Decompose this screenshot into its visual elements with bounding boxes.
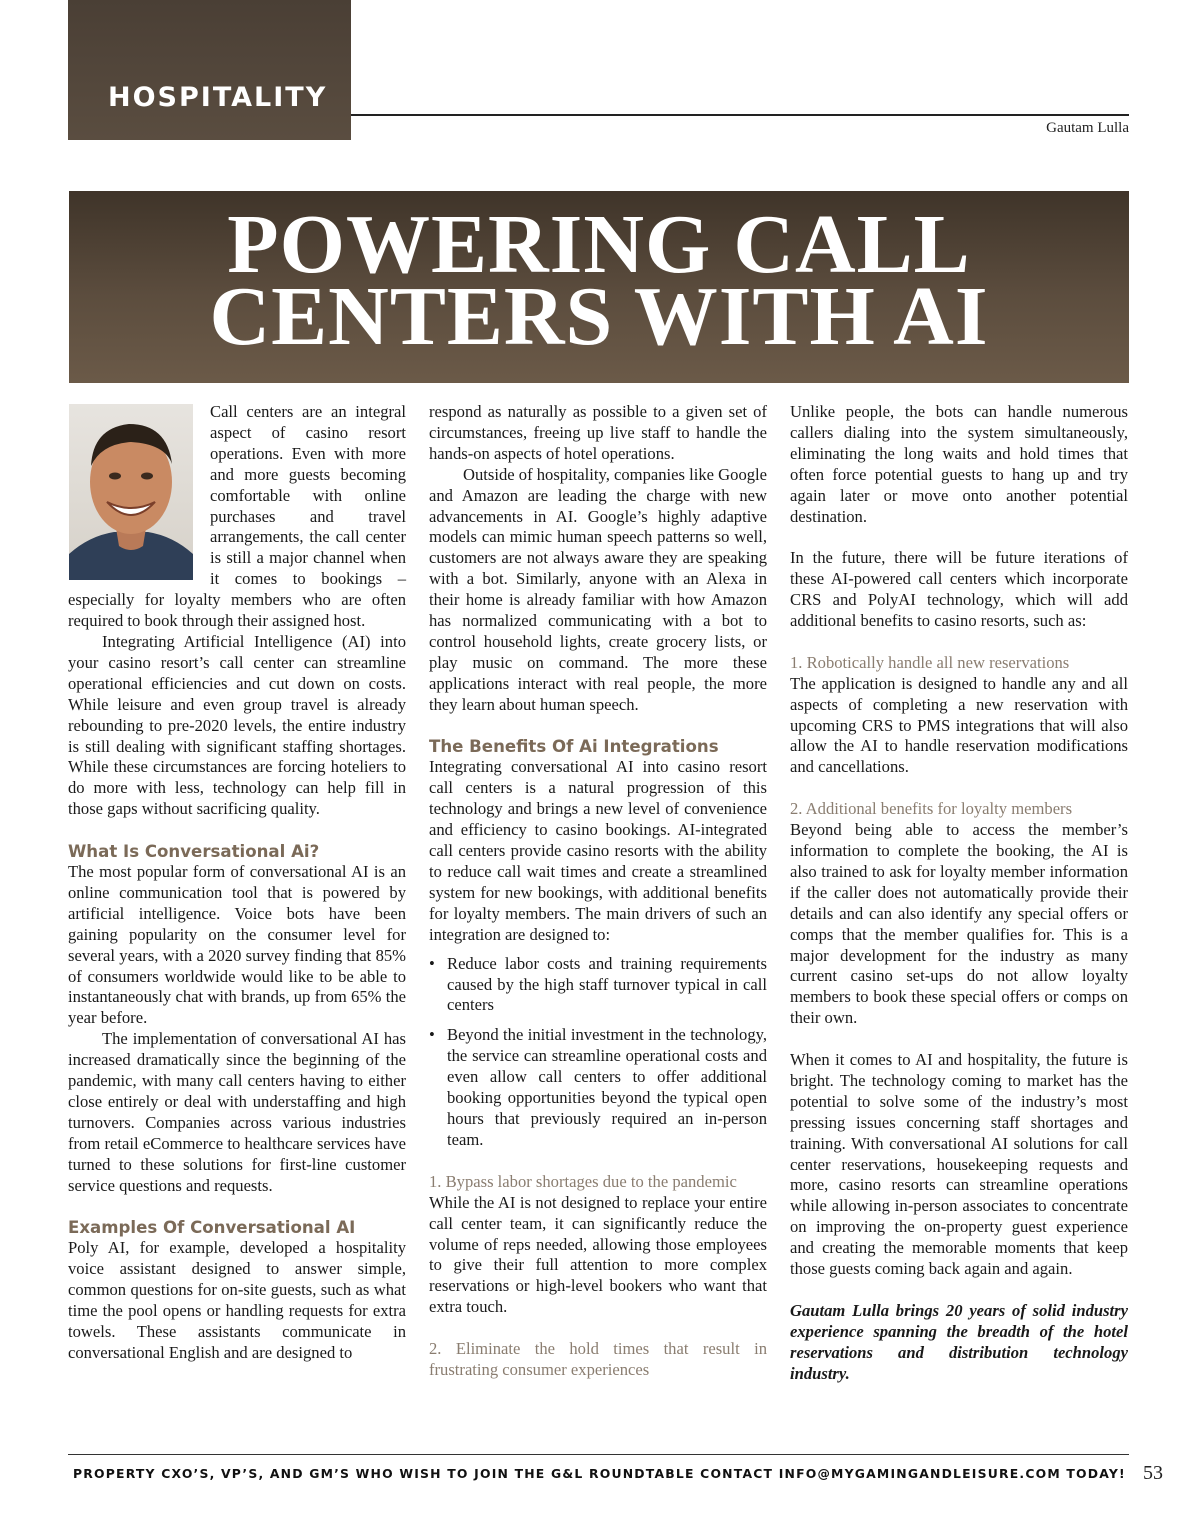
page-number: 53 [1143,1462,1163,1484]
numbered-subhead-2: 2. Additional benefits for loyalty members [790,799,1073,819]
drivers-list [429,954,767,1151]
body-paragraph: Unlike people, the bots can handle numerous callers dialing into the system simultaneously, eliminating the long waits and hold times that often force potential guests to hang up and try again later or move onto another potential destination. [790,402,1128,526]
body-paragraph: Integrating Artificial Intelligence (AI) into your casino resort’s call center can streamline operational efficiencies and cut down on costs. While leisure and even group travel is already rebounding to pre-2020 levels, the entire industry is still dealing with significant staffing shortages. While these circumstances are forcing hoteliers to do more with less, technology can help fill in those gaps without sacrificing quality. [68,631,406,819]
body-paragraph: Poly AI, for example, developed a hospitality voice assistant designed to answer simple, common questions for on-site guests, such as what time the pool opens or handling requests for extra towels. These assistants communicate in conversational English and are designed to [68,1238,406,1362]
column-3 [790,402,1128,1385]
section-label: HOSPITALITY [108,82,328,113]
title-line-1: POWERING CALL [227,198,971,291]
list-item: • Reduce labor costs and training requirements caused by the high staff turnover typical in call centers [429,954,767,1017]
author-bio: Gautam Lulla brings 20 years of solid industry experience spanning the breadth of the hotel reservations and distribution technology industry. [790,1300,1128,1383]
body-paragraph: In the future, there will be future iterations of these AI-powered call centers which incorporate CRS and PolyAI technology, which will add additional benefits to casino resorts, such as: [790,548,1128,631]
title-line-2: CENTERS WITH AI [209,270,989,363]
intro-paragraph: Call centers are an integral aspect of casino resort operations. Even with more and more guests becoming comfortable with online purchases and travel arrangements, the call center is still a major channel when it comes to bookings – especially for loyalty members who are often required to book through their assigned host. [68,402,406,631]
subheading-benefits: The Benefits Of Ai Integrations [429,737,719,757]
numbered-subhead-2: 2. Eliminate the hold times that result in frustrating consumer experiences [429,1339,767,1379]
list-item: • Beyond the initial investment in the technology, the service can streamline operational costs and even allow call centers to offer additional booking opportunities beyond the typical open hours that previously required an in-person team. [429,1025,767,1150]
subheading-conversational-ai: What Is Conversational Ai? [68,842,320,862]
header-rule [351,114,1129,116]
body-paragraph: Beyond being able to access the member’s information to complete the booking, the AI is also trained to ask for loyalty member information if the caller does not automatically provide their details and can also identify any special offers or comps that the member qualifies for. This is a major development for the industry as many current casino set-ups do not allow loyalty members to book these special offers or comps on their own. [790,820,1128,1028]
body-paragraph: While the AI is not designed to replace your entire call center team, it can significantly reduce the volume of reps needed, allowing those employees to give their full attention to more complex reservations or high-level bookers who want that extra touch. [429,1192,767,1317]
title-band [69,191,1129,383]
author-photo [69,404,193,580]
article-title [69,198,1129,363]
section-tab [68,0,351,140]
body-paragraph: The most popular form of conversational AI is an online communication tool that is powered by artificial intelligence. Voice bots have been gaining popularity on the consumer level for several years, with a 2020 survey finding that 85% of consumers worldwide would like to be able to instantaneously chat with brands, up from 65% the year before. [68,862,406,1028]
column-1 [68,402,406,1364]
author-byline: Gautam Lulla [1046,120,1129,136]
column-2 [429,402,767,1381]
body-paragraph: respond as naturally as possible to a given set of circumstances, freeing up live staff to handle the hands-on aspects of hotel operations. [429,402,767,463]
body-paragraph: The application is designed to handle any and all aspects of completing a new reservation with upcoming CRS to PMS integrations that will also allow the AI to handle reservation modifications and cancellations. [790,673,1128,777]
body-paragraph: When it comes to AI and hospitality, the future is bright. The technology coming to market has the potential to solve some of the industry’s most pressing issues concerning staff shortages and training. With conversational AI solutions for call center reservations, housekeeping requests and more, casino resorts can streamline operations while allowing in-person associates to concentrate on improving the on-property guest experience and creating the memorable moments that keep those guests coming back again and again. [790,1050,1128,1279]
body-paragraph: Integrating conversational AI into casino resort call centers is a natural progression of this technology and brings a new level of convenience and efficiency to casino bookings. AI-integrated call centers provide casino resorts with the ability to reduce call wait times and create a streamlined system for new bookings, with additional benefits for loyalty members. The main drivers of such an integration are designed to: [429,757,767,944]
numbered-subhead-1: 1. Robotically handle all new reservations [790,652,1070,672]
body-paragraph: Outside of hospitality, companies like Google and Amazon are leading the charge with new advancements in AI. Google’s highly adaptive models can mimic human speech patterns so well, customers are not always aware they are speaking with a bot. Similarly, anyone with an Alexa in their home is already familiar with how Amazon has normalized communicating with a bot to control household lights, create grocery lists, or play music on command. The more these applications interact with real people, the more they learn about human speech. [429,464,768,714]
footer-rule [68,1454,1129,1455]
footer-cta: PROPERTY CXO’S, VP’S, AND GM’S WHO WISH TO JOIN THE G&L ROUNDTABLE CONTACT INFO@MYGAMINGANDLEISURE.COM TODAY! [73,1466,1126,1481]
subheading-examples: Examples Of Conversational AI [68,1218,356,1238]
body-paragraph: The implementation of conversational AI has increased dramatically since the beginning of the pandemic, with many call centers having to either close entirely or deal with understaffing and high turnovers. Companies across various industries from retail eCommerce to healthcare services have turned to these solutions for first-line customer service questions and requests. [68,1029,406,1195]
numbered-subhead-1: 1. Bypass labor shortages due to the pandemic [429,1171,737,1191]
